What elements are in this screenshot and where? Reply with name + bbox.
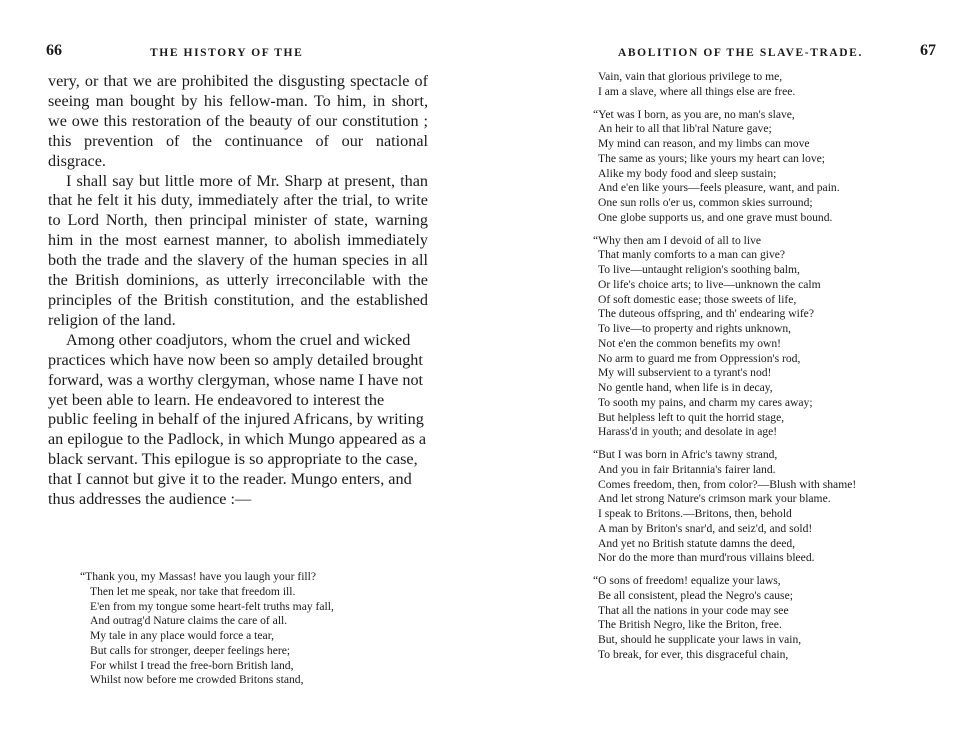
poem-line: “Thank you, my Massas! have you laugh your fill? xyxy=(80,570,317,583)
poem-line: Or life's choice arts; to live—unknown the calm xyxy=(598,277,821,291)
poem-line: My tale in any place would force a tear, xyxy=(90,629,274,642)
poem-line: One globe supports us, and one grave must bound. xyxy=(598,210,833,224)
stanza xyxy=(593,574,856,663)
poem-line: And let strong Nature's crimson mark your blame. xyxy=(598,492,831,506)
poem-line: “O sons of freedom! equalize your laws, xyxy=(593,574,781,587)
poem-line: To live—untaught religion's soothing balm, xyxy=(598,263,800,276)
poem-line: But, should he supplicate your laws in vain, xyxy=(598,633,802,646)
poem-line: Not e'en the common benefits my own! xyxy=(598,336,782,350)
poem-line: And yet no British statute damns the deed, xyxy=(598,536,796,550)
epilogue-poem xyxy=(80,570,334,688)
poem-line: The British Negro, like the Briton, free. xyxy=(598,618,782,632)
poem-line: And you in fair Britannia's fairer land. xyxy=(598,462,776,476)
poem-line: Of soft domestic ease; those sweets of life, xyxy=(598,292,797,306)
poem-line: But calls for stronger, deeper feelings here; xyxy=(90,643,291,657)
poem-line: Comes freedom, then, from color?—Blush with shame! xyxy=(598,477,857,491)
stanza xyxy=(598,70,856,100)
poem-line: A man by Briton's snar'd, and seiz'd, and sold! xyxy=(598,521,813,535)
running-head: ABOLITION OF THE SLAVE-TRADE. xyxy=(618,47,863,59)
epilogue-poem-continued xyxy=(593,70,857,671)
paragraph: Among other coadjutors, whom the cruel and wicked practices which have now been so amply detailed brought forward, was a worthy clergyman, whose name I have not yet been able to learn. He endeavored to interest the public feeling in behalf of the injured Africans, by writing an epilogue to the Padlock, in which Mungo appeared as a black servant. This epilogue is so appropriate to the case, that I cannot but give it to the reader. Mungo enters, and thus addresses the audience :— xyxy=(48,330,427,509)
poem-line: I am a slave, where all things else are free. xyxy=(598,84,796,98)
poem-line: One sun rolls o'er us, common skies surround; xyxy=(598,196,813,209)
poem-line: Alike my body food and sleep sustain; xyxy=(598,166,777,180)
poem-line: To break, for ever, this disgraceful chain, xyxy=(598,647,789,661)
poem-line: No gentle hand, when life is in decay, xyxy=(598,381,773,394)
stanza xyxy=(593,448,857,566)
page-number: 67 xyxy=(920,42,936,59)
poem-line: My will subservient to a tyrant's nod! xyxy=(598,366,772,380)
poem-line: To live—to property and rights unknown, xyxy=(598,322,792,335)
stanza xyxy=(593,107,856,226)
poem-line: Nor do the more than murd'rous villains bleed. xyxy=(598,551,815,565)
body-text xyxy=(48,72,428,510)
poem-line: Then let me speak, nor take that freedom ill. xyxy=(90,584,296,598)
poem-line: Harass'd in youth; and desolate in age! xyxy=(598,425,778,439)
poem-line: “But I was born in Afric's tawny strand, xyxy=(593,448,778,461)
poem-line: The duteous offspring, and th' endearing wife? xyxy=(598,307,814,321)
poem-line: “Why then am I devoid of all to live xyxy=(593,233,762,247)
poem-line: And e'en like yours—feels pleasure, want, and pain. xyxy=(598,181,840,195)
poem-line: Whilst now before me crowded Britons stand, xyxy=(90,673,304,687)
paragraph: very, or that we are prohibited the disgusting spectacle of seeing man bought by his fellow-man. To him, in short, we owe this restoration of the beauty of our constitution ; this prevention of the continuance of our national disgrace. xyxy=(48,72,428,170)
running-head: THE HISTORY OF THE xyxy=(150,47,304,59)
poem-line: That manly comforts to a man can give? xyxy=(598,248,786,262)
poem-line: But helpless left to quit the horrid stage, xyxy=(598,410,785,424)
paragraph: I shall say but little more of Mr. Sharp at present, than that he felt it his duty, immediately after the trial, to write to Lord North, then principal minister of state, warning him in the most earnest manner, to abolish immediately both the trade and the slavery of the human species in all the British dominions, as utterly irreconcilable with the principles of the British constitution, and the established religion of the land. xyxy=(48,171,428,329)
page-number: 66 xyxy=(46,42,62,59)
poem-line: An heir to all that lib'ral Nature gave; xyxy=(598,122,772,136)
poem-line: No arm to guard me from Oppression's rod, xyxy=(598,351,801,365)
poem-line: My mind can reason, and my limbs can move xyxy=(598,137,810,150)
poem-line: Vain, vain that glorious privilege to me, xyxy=(598,70,783,83)
poem-line: And outrag'd Nature claims the care of all. xyxy=(90,614,288,628)
poem-line: The same as yours; like yours my heart can love; xyxy=(598,151,825,165)
poem-line: Be all consistent, plead the Negro's cause; xyxy=(598,588,793,602)
poem-line: I speak to Britons.—Britons, then, behold xyxy=(598,507,792,520)
poem-line: For whilst I tread the free-born British land, xyxy=(90,658,294,672)
poem-line: To sooth my pains, and charm my cares away; xyxy=(598,395,813,409)
poem-line: “Yet was I born, as you are, no man's slave, xyxy=(593,107,795,121)
poem-line: That all the nations in your code may see xyxy=(598,603,789,617)
stanza xyxy=(593,233,856,441)
poem-line: E'en from my tongue some heart-felt truths may fall, xyxy=(90,599,334,613)
